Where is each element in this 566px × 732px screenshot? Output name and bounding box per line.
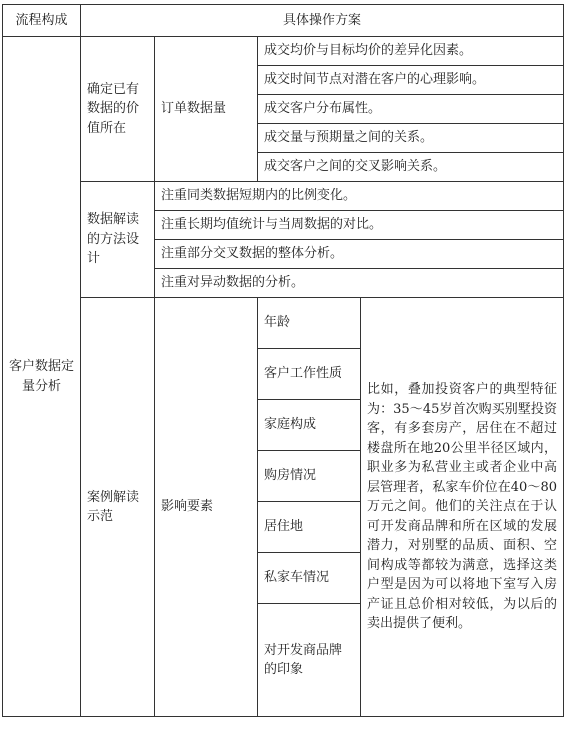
factor-cell: 家庭构成 [258, 400, 361, 451]
section2-label: 数据解读的方法设计 [81, 182, 155, 298]
section1-item: 成交客户分布属性。 [258, 95, 564, 124]
operation-plan-table [2, 4, 564, 717]
main-label: 客户数据定量分析 [3, 37, 81, 717]
factor-cell: 对开发商品牌的印象 [258, 604, 361, 717]
section2-item: 注重部分交叉数据的整体分析。 [155, 240, 564, 269]
factor-cell: 购房情况 [258, 451, 361, 502]
table-header-row [3, 5, 564, 37]
section2-item: 注重对异动数据的分析。 [155, 269, 564, 298]
section2-item: 注重长期均值统计与当周数据的对比。 [155, 211, 564, 240]
header-plan: 具体操作方案 [81, 5, 564, 37]
section1-item: 成交量与预期量之间的关系。 [258, 124, 564, 153]
section1-item: 成交客户之间的交叉影响关系。 [258, 153, 564, 182]
table-row [3, 37, 564, 66]
case-description: 比如，叠加投资客户的典型特征为：35～45岁首次购买别墅投资客，有多套房产，居住在不超过楼盘所在地20公里半径区域内，职业多为私营业主或者企业中高层管理者，私家车价位在40～80万元之间。他们的关注点在于认可开发商品牌和所在区域的发展潜力，对别墅的品质、面积、空间构成等都较为满意，选择这类户型是因为可以将地下室写入房产证且总价相对较低，为以后的卖出提供了便利。 [361, 298, 564, 717]
section3-label: 案例解读示范 [81, 298, 155, 717]
section2-item: 注重同类数据短期内的比例变化。 [155, 182, 564, 211]
section1-item: 成交时间节点对潜在客户的心理影响。 [258, 66, 564, 95]
section1-sublabel: 订单数据量 [155, 37, 258, 182]
factor-cell: 居住地 [258, 502, 361, 553]
factor-cell: 私家车情况 [258, 553, 361, 604]
factor-cell: 客户工作性质 [258, 349, 361, 400]
header-process: 流程构成 [3, 5, 81, 37]
section3-sublabel: 影响要素 [155, 298, 258, 717]
factor-cell: 年龄 [258, 298, 361, 349]
section1-label: 确定已有数据的价值所在 [81, 37, 155, 182]
table-row [3, 182, 564, 211]
section1-item: 成交均价与目标均价的差异化因素。 [258, 37, 564, 66]
table-row [3, 298, 564, 349]
